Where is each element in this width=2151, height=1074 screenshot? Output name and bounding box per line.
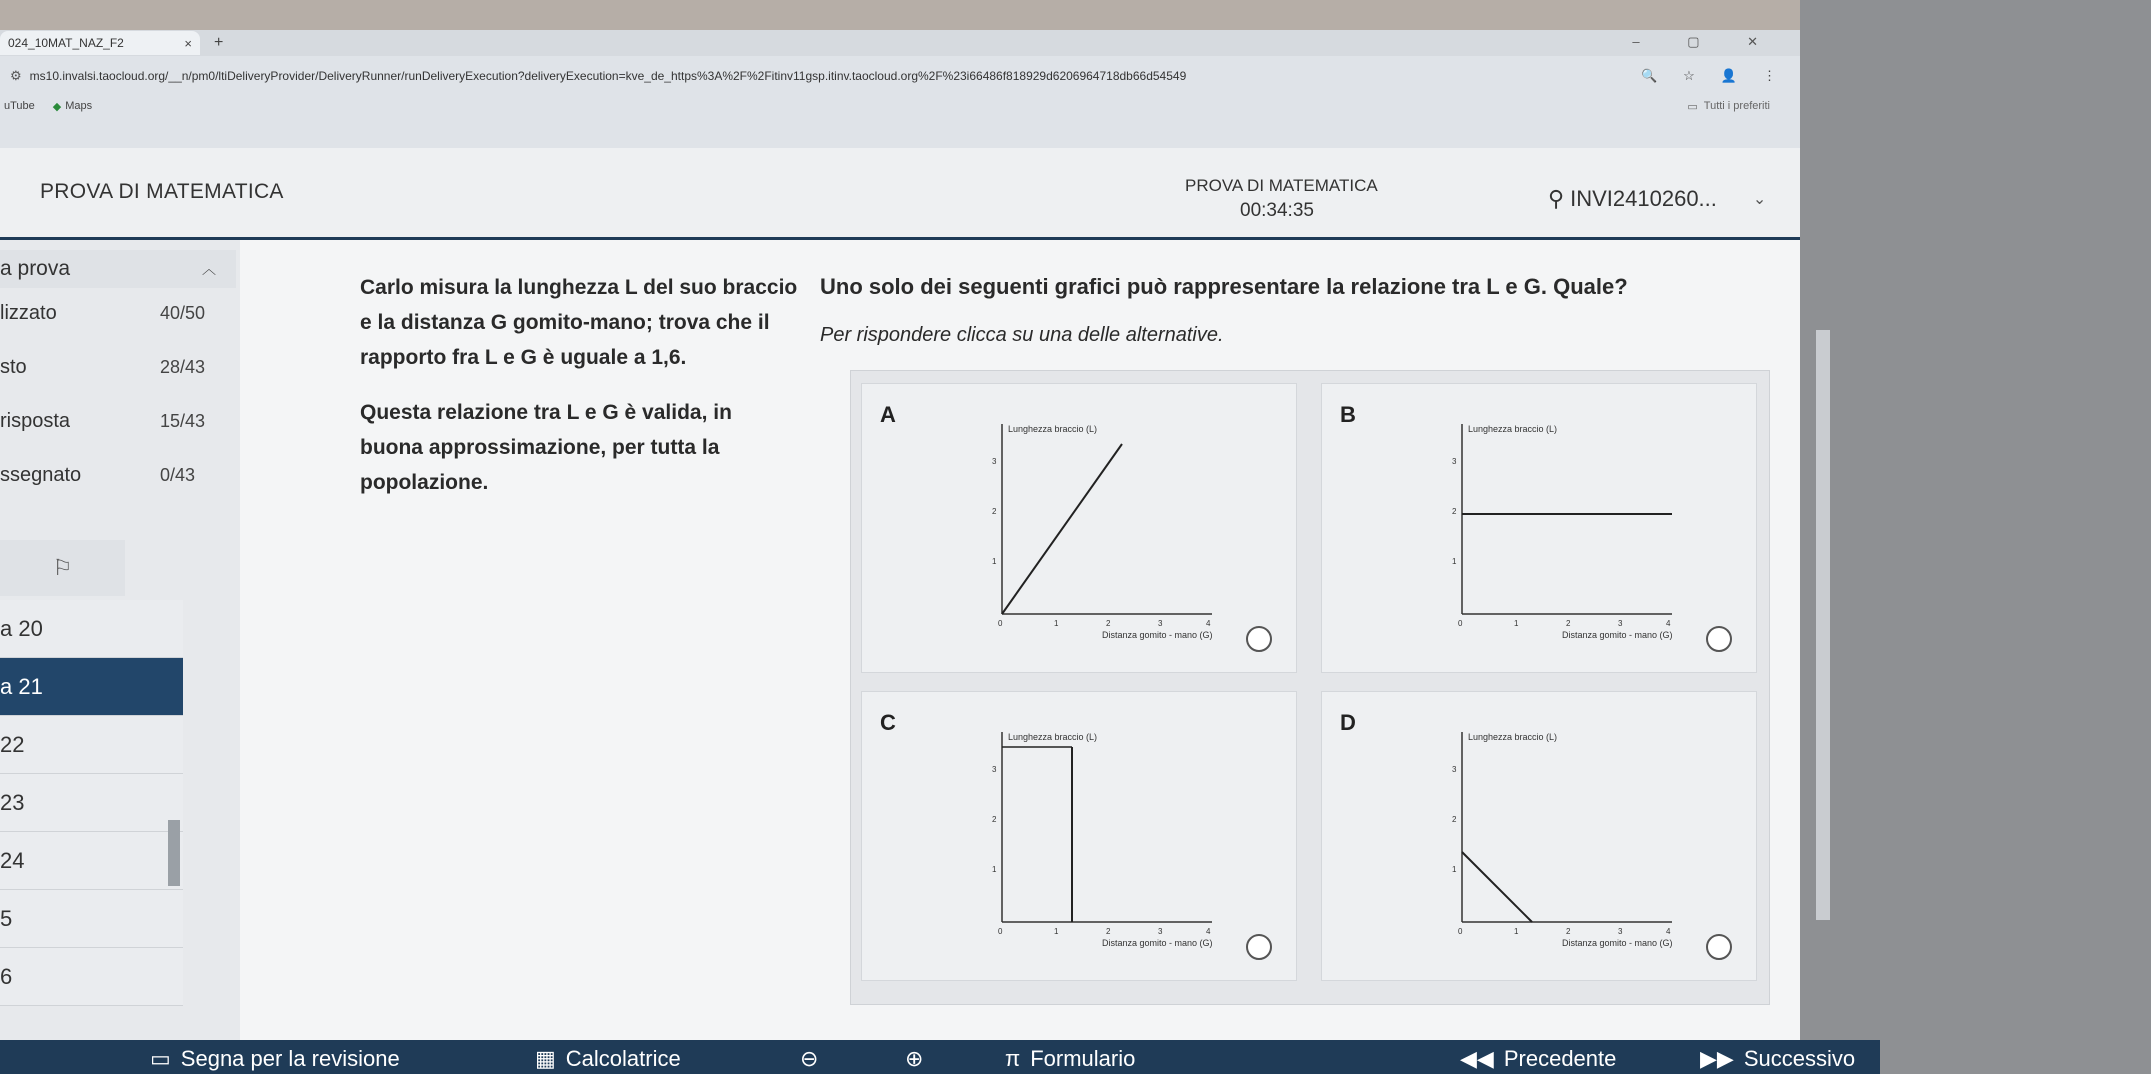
x-tick: 4: [1206, 927, 1211, 936]
address-bar[interactable]: [0, 58, 1800, 94]
stem-paragraph: Questa relazione tra L e G è valida, in buona approssimazione, per tutta la popolazione.: [360, 401, 732, 494]
zoom-in-button[interactable]: [905, 1046, 923, 1072]
bookmark-icon: ▭: [150, 1046, 171, 1071]
y-axis-label: Lunghezza braccio (L): [1468, 424, 1558, 434]
choice-letter: C: [880, 710, 896, 735]
next-icon: ▶▶: [1700, 1046, 1734, 1071]
x-tick: 3: [1618, 619, 1623, 628]
choice-a-radio[interactable]: [1246, 626, 1272, 652]
x-tick: 0: [998, 619, 1003, 628]
section-title: PROVA DI MATEMATICA: [1185, 176, 1378, 195]
x-tick: 0: [1458, 927, 1463, 936]
choice-letter: A: [880, 402, 896, 427]
browser-chrome: [0, 30, 1800, 148]
question-instruction: Per rispondere clicca su una delle alternative.: [820, 324, 1224, 346]
maps-icon: ◆: [52, 100, 62, 113]
choice-a[interactable]: [861, 383, 1297, 673]
line-decreasing: [1462, 852, 1532, 922]
app-header: [0, 148, 1800, 240]
stat-answered: [0, 348, 236, 386]
x-tick: 4: [1666, 619, 1671, 628]
x-tick: 3: [1618, 927, 1623, 936]
x-tick: 2: [1566, 619, 1571, 628]
formulary-button[interactable]: [1005, 1046, 1135, 1072]
question-item[interactable]: 24: [0, 832, 183, 890]
question-item[interactable]: 22: [0, 716, 183, 774]
x-tick: 0: [998, 927, 1003, 936]
formulary-label: Formulario: [1030, 1046, 1136, 1071]
pi-icon: π: [1005, 1046, 1021, 1071]
all-bookmarks-label: Tutti i preferiti: [1703, 100, 1770, 112]
y-tick: 3: [1452, 765, 1457, 774]
review-button[interactable]: [150, 1046, 400, 1072]
zoom-out-icon: ⊖: [800, 1046, 819, 1071]
x-axis-label: Distanza gomito - mano (G): [1102, 630, 1213, 640]
x-tick: 3: [1158, 927, 1163, 936]
choice-b[interactable]: [1321, 383, 1757, 673]
sidebar-scrollbar[interactable]: [168, 820, 180, 886]
folder-icon: ▭: [1687, 100, 1698, 113]
bookmark-maps-label: Maps: [65, 100, 93, 112]
flag-filter-button[interactable]: [0, 540, 125, 596]
stat-value: 40/50: [160, 302, 206, 323]
zoom-in-icon: ⊕: [905, 1046, 924, 1071]
test-title: PROVA DI MATEMATICA: [40, 180, 284, 203]
sidebar-section-header[interactable]: [0, 250, 236, 288]
y-tick: 1: [1452, 865, 1457, 874]
question-item[interactable]: 6: [0, 948, 183, 1006]
stat-value: 15/43: [160, 410, 206, 431]
x-tick: 4: [1206, 619, 1211, 628]
calculator-button[interactable]: [535, 1046, 681, 1072]
graph-d: [1422, 722, 1682, 952]
calculator-label: Calcolatrice: [565, 1046, 681, 1071]
stem-paragraph: Carlo misura la lunghezza L del suo braccio e la distanza G gomito-mano; trova che il rapporto fra L e G è uguale a 1,6.: [360, 276, 798, 369]
stat-label: risposta: [0, 409, 71, 432]
stat-label: lizzato: [0, 301, 57, 324]
y-tick: 3: [992, 457, 997, 466]
user-id: INVI2410260...: [1570, 186, 1717, 211]
new-tab-button[interactable]: +: [214, 34, 224, 51]
y-tick: 2: [1452, 507, 1457, 516]
timer: 00:34:35: [1240, 200, 1314, 221]
x-axis-label: Distanza gomito - mano (G): [1562, 938, 1673, 948]
stat-label: ssegnato: [0, 463, 82, 486]
x-axis-label: Distanza gomito - mano (G): [1562, 630, 1673, 640]
next-button[interactable]: [1700, 1046, 1855, 1072]
x-tick: 0: [1458, 619, 1463, 628]
stat-value: 28/43: [160, 356, 206, 377]
bookmark-star-icon[interactable]: ☆: [1683, 68, 1695, 83]
choice-d-radio[interactable]: [1706, 934, 1732, 960]
menu-icon[interactable]: ⋮: [1763, 68, 1776, 83]
x-tick: 1: [1054, 927, 1059, 936]
question-item-active[interactable]: a 21: [0, 658, 183, 716]
y-tick: 1: [992, 865, 997, 874]
previous-icon: ◀◀: [1460, 1046, 1494, 1071]
question-stem: [360, 270, 800, 520]
background-right: [1800, 0, 2151, 1074]
calculator-icon: ▦: [535, 1046, 556, 1071]
chevron-down-icon[interactable]: ⌄: [1752, 191, 1767, 208]
zoom-icon[interactable]: 🔍: [1640, 68, 1658, 83]
choice-grid: [850, 370, 1770, 1005]
background-top: [0, 0, 1800, 30]
site-info-icon[interactable]: ⚙: [10, 68, 22, 83]
y-tick: 1: [992, 557, 997, 566]
choice-d[interactable]: [1321, 691, 1757, 981]
sidebar-section-label: a prova: [0, 257, 71, 280]
y-tick: 3: [992, 765, 997, 774]
x-tick: 4: [1666, 927, 1671, 936]
graph-b: [1422, 414, 1682, 644]
graph-c: [962, 722, 1222, 952]
x-tick: 1: [1514, 927, 1519, 936]
x-tick: 2: [1106, 927, 1111, 936]
y-axis-label: Lunghezza braccio (L): [1468, 732, 1558, 742]
profile-icon[interactable]: 👤: [1720, 68, 1737, 83]
bookmarks-bar: [0, 94, 1800, 118]
y-axis-label: Lunghezza braccio (L): [1008, 732, 1098, 742]
question-item[interactable]: a 20: [0, 600, 183, 658]
stat-flagged: [0, 456, 236, 494]
y-tick: 2: [992, 815, 997, 824]
graph-a: [962, 414, 1222, 644]
bookmark-maps[interactable]: [53, 100, 92, 113]
flag-icon: ⚐: [52, 555, 73, 580]
user-menu[interactable]: [1548, 186, 1766, 212]
zoom-out-button[interactable]: [800, 1046, 818, 1072]
x-tick: 1: [1514, 619, 1519, 628]
sidebar: [0, 240, 240, 1040]
x-tick: 1: [1054, 619, 1059, 628]
y-axis-label: Lunghezza braccio (L): [1008, 424, 1098, 434]
tab-bar: [0, 30, 1800, 56]
x-axis-label: Distanza gomito - mano (G): [1102, 938, 1213, 948]
browser-tab[interactable]: [0, 31, 200, 55]
next-label: Successivo: [1743, 1046, 1856, 1071]
previous-button[interactable]: [1460, 1046, 1616, 1072]
bookmark-youtube[interactable]: uTube: [4, 100, 35, 112]
stat-label: sto: [0, 355, 27, 378]
y-tick: 2: [992, 507, 997, 516]
choice-letter: B: [1340, 402, 1356, 427]
bottom-toolbar: [0, 1040, 1880, 1074]
user-icon: ⚲: [1548, 186, 1565, 211]
choice-c[interactable]: [861, 691, 1297, 981]
all-bookmarks[interactable]: [1687, 100, 1770, 113]
choice-c-radio[interactable]: [1246, 934, 1272, 960]
review-label: Segna per la revisione: [180, 1046, 400, 1071]
stat-viewed: [0, 294, 236, 332]
window-controls[interactable]: – ▢ ✕: [1632, 34, 1780, 49]
stat-unanswered: [0, 402, 236, 440]
tab-title: 024_10MAT_NAZ_F2: [8, 36, 124, 50]
content-scrollbar[interactable]: [1816, 330, 1830, 920]
chevron-up-icon[interactable]: ︿: [202, 261, 216, 277]
question-area: [240, 240, 1800, 1040]
x-tick: 2: [1566, 927, 1571, 936]
y-tick: 3: [1452, 457, 1457, 466]
previous-label: Precedente: [1503, 1046, 1617, 1071]
choice-letter: D: [1340, 710, 1356, 735]
stat-value: 0/43: [160, 464, 196, 485]
question-item[interactable]: 23: [0, 774, 183, 832]
y-tick: 2: [1452, 815, 1457, 824]
url-text[interactable]: ms10.invalsi.taocloud.org/__n/pm0/ltiDeliveryProvider/DeliveryRunner/runDeliveryExecution?deliveryExecution=kve_de_https%3A%2F%2Fitinv11gsp.itinv.taocloud.org%2F%23i66486f818929d6206964718db66d54549: [29, 69, 1187, 83]
x-tick: 2: [1106, 619, 1111, 628]
y-tick: 1: [1452, 557, 1457, 566]
question-item[interactable]: 5: [0, 890, 183, 948]
choice-b-radio[interactable]: [1706, 626, 1732, 652]
close-tab-icon[interactable]: ×: [184, 35, 192, 51]
question-prompt: Uno solo dei seguenti grafici può rappresentare la relazione tra L e G. Quale?: [820, 274, 1628, 299]
line-proportional: [1002, 444, 1122, 614]
x-tick: 3: [1158, 619, 1163, 628]
